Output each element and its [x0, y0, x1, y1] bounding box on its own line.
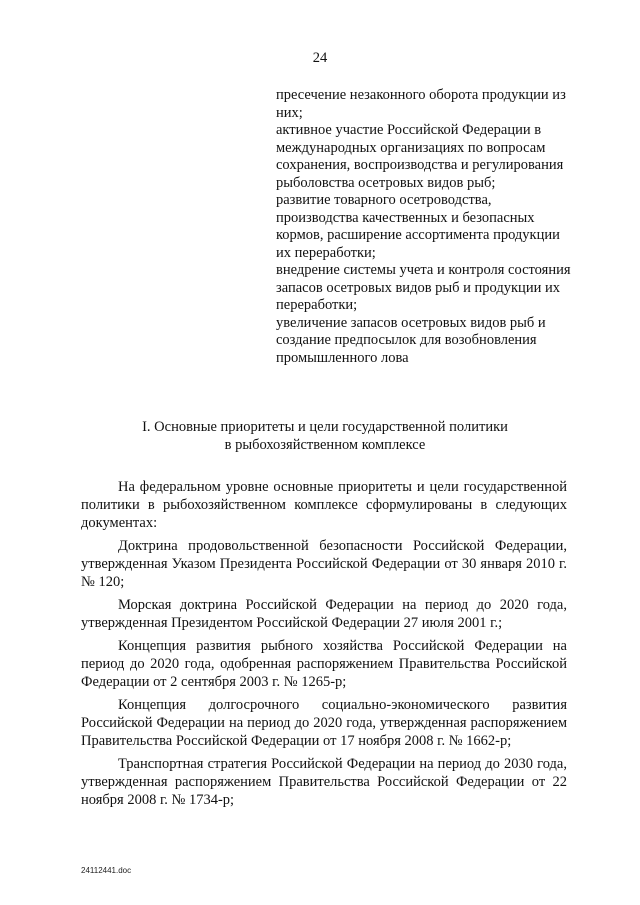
- body-text: [81, 478, 567, 814]
- paragraph: Концепция развития рыбного хозяйства Российской Федерации на период до 2020 года, одобренная распоряжением Правительства Российской Федерации от 2 сентября 2003 г. № 1265-р;: [81, 638, 567, 690]
- goal-item: активное участие Российской Федерации в международных организациях по вопросам сохранения, воспроизводства и регулирования рыболовства осетровых видов рыб;: [276, 122, 564, 191]
- paragraph: Морская доктрина Российской Федерации на период до 2020 года, утвержденная Президентом Российской Федерации 27 июля 2001 г.;: [81, 597, 567, 631]
- footer-file-reference: 24112441.doc: [81, 866, 132, 875]
- goal-item: увеличение запасов осетровых видов рыб и создание предпосылок для возобновления промышленного лова: [276, 314, 546, 366]
- goal-item: пресечение незаконного оборота продукции из них;: [276, 87, 566, 121]
- paragraph: Концепция долгосрочного социально-экономического развития Российской Федерации на период до 2020 года, утвержденная распоряжением Правительства Российской Федерации от 17 ноября 2008 г. № 1662-р;: [81, 697, 567, 749]
- goal-item: внедрение системы учета и контроля состояния запасов осетровых видов рыб и продукции их переработки;: [276, 262, 571, 313]
- section-heading-line: I. Основные приоритеты и цели государственной политики: [142, 419, 508, 435]
- section-heading: [90, 418, 560, 454]
- paragraph: Транспортная стратегия Российской Федерации на период до 2030 года, утвержденная распоряжением Правительства Российской Федерации от 22 ноября 2008 г. № 1734-р;: [81, 756, 567, 808]
- goals-list: [276, 87, 576, 367]
- goal-item: развитие товарного осетроводства, производства качественных и безопасных кормов, расширение ассортимента продукции их переработки;: [276, 192, 560, 261]
- paragraph: Доктрина продовольственной безопасности Российской Федерации, утвержденная Указом Президента Российской Федерации от 30 января 2010 г. № 120;: [81, 538, 567, 590]
- page-number: 24: [312, 50, 328, 66]
- section-heading-line: в рыбохозяйственном комплексе: [224, 437, 426, 453]
- paragraph: На федеральном уровне основные приоритеты и цели государственной политики в рыбохозяйственном комплексе сформулированы в следующих документах:: [81, 479, 567, 531]
